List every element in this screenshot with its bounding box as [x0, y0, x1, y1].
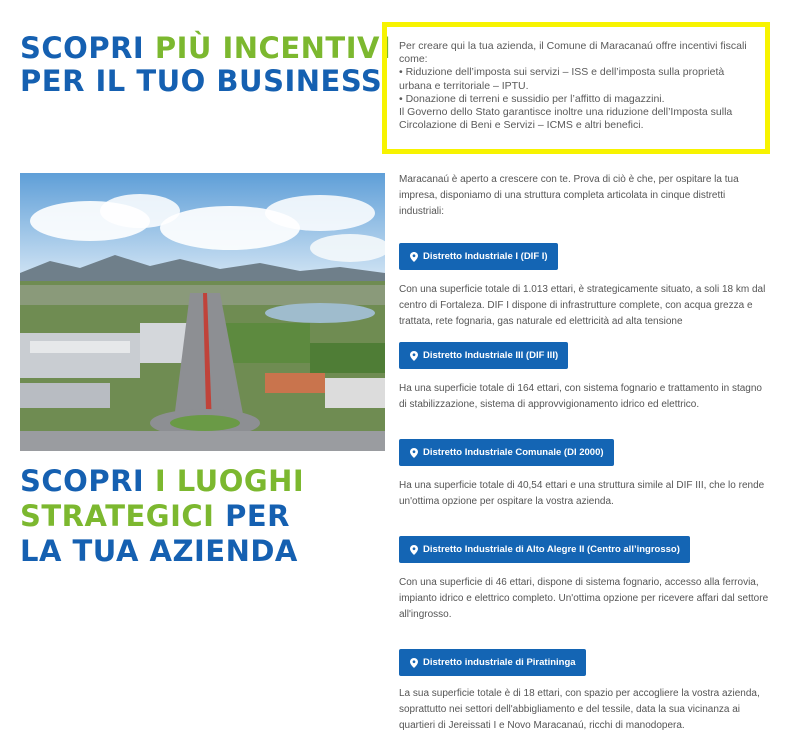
- incentives-closing: Il Governo dello Stato garantisce inoltre una riduzione dell’Imposta sulla Circolazione di Beni e Servizi – ICMS e altri benefici.: [399, 106, 733, 132]
- district-button-piratininga[interactable]: [399, 649, 586, 676]
- district-description-piratininga: La sua superficie totale è di 18 ettari, con spazio per accogliere la vostra azienda, soprattutto nei settori dell'abbigliamento e del tessile, data la sua vicinanza ai quartieri di Jereissati I e Novo Maracanaú, ricchi di manodopera.: [399, 688, 760, 731]
- district-button-label: Distretto Industriale III (DIF III): [423, 350, 559, 361]
- incentives-bullet-iss: • Riduzione dell’imposta sui servizi – ISS e dell’imposta sulla proprietà urbana e territoriale – IPTU.: [399, 66, 725, 92]
- location-pin-icon: [410, 448, 418, 458]
- headline-incentives-part2: PIÙ INCENTIVI: [154, 31, 392, 65]
- location-pin-icon: [410, 351, 418, 361]
- headline-incentives-part1: SCOPRI: [20, 31, 145, 65]
- district-description-alto-alegre-ii: Con una superficie di 46 ettari, dispone di sistema fognario, accesso alla ferrovia, impianto idrico e elettrico completo. Un'ottima opzione per ricevere affari dal settore all'ingrosso.: [399, 577, 769, 620]
- location-pin-icon: [410, 252, 418, 262]
- incentives-intro: Per creare qui la tua azienda, il Comune di Maracanaú offre incentivi fiscali come:: [399, 40, 747, 66]
- location-pin-icon: [410, 658, 418, 668]
- district-button-alto-alegre-ii[interactable]: [399, 536, 690, 563]
- headline-incentives: [20, 32, 391, 98]
- headline-places-part2: I LUOGHI: [154, 464, 305, 498]
- district-description-di-2000: Ha una superficie totale di 40,54 ettari e una struttura simile al DIF III, che lo rende un'ottima opzione per ospitare la vostra azienda.: [399, 480, 765, 507]
- district-button-label: Distretto Industriale di Alto Alegre II (Centro all’ingrosso): [423, 544, 680, 555]
- district-button-di-2000[interactable]: [399, 439, 614, 466]
- incentives-box: [382, 22, 770, 154]
- district-description-dif-i: Con una superficie totale di 1.013 ettari, è strategicamente situato, a soli 18 km dal centro di Fortaleza. DIF I dispone di infrastrutture complete, con acqua grezza e trattata, rete fognaria, gas naturale ed elettricità ad alta tensione: [399, 284, 766, 327]
- headline-places-line3: LA TUA AZIENDA: [20, 534, 298, 568]
- headline-places-part4: PER: [225, 499, 290, 533]
- district-button-label: Distretto industriale di Piratininga: [423, 657, 576, 668]
- headline-places-part1: SCOPRI: [20, 464, 145, 498]
- headline-places-part3: STRATEGICI: [20, 499, 215, 533]
- districts-intro: Maracanaú è aperto a crescere con te. Prova di ciò è che, per ospitare la tua impresa, disponiamo di una struttura completa articolata in cinque distretti industriali:: [399, 174, 739, 217]
- location-pin-icon: [410, 545, 418, 555]
- district-button-dif-i[interactable]: [399, 243, 558, 270]
- headline-strategic-places: [20, 464, 304, 569]
- district-button-label: Distretto Industriale Comunale (DI 2000): [423, 447, 604, 458]
- industrial-district-photo: [20, 173, 385, 451]
- headline-incentives-line2: PER IL TUO BUSINESS: [20, 64, 383, 98]
- district-button-dif-iii[interactable]: [399, 342, 568, 369]
- district-description-dif-iii: Ha una superficie totale di 164 ettari, con sistema fognario e trattamento in stagno di stabilizzazione, sistema di approvvigionamento idrico ed elettrico.: [399, 383, 762, 410]
- incentives-bullet-land: • Donazione di terreni e sussidio per l’affitto di magazzini.: [399, 92, 665, 105]
- district-button-label: Distretto Industriale I (DIF I): [423, 251, 548, 262]
